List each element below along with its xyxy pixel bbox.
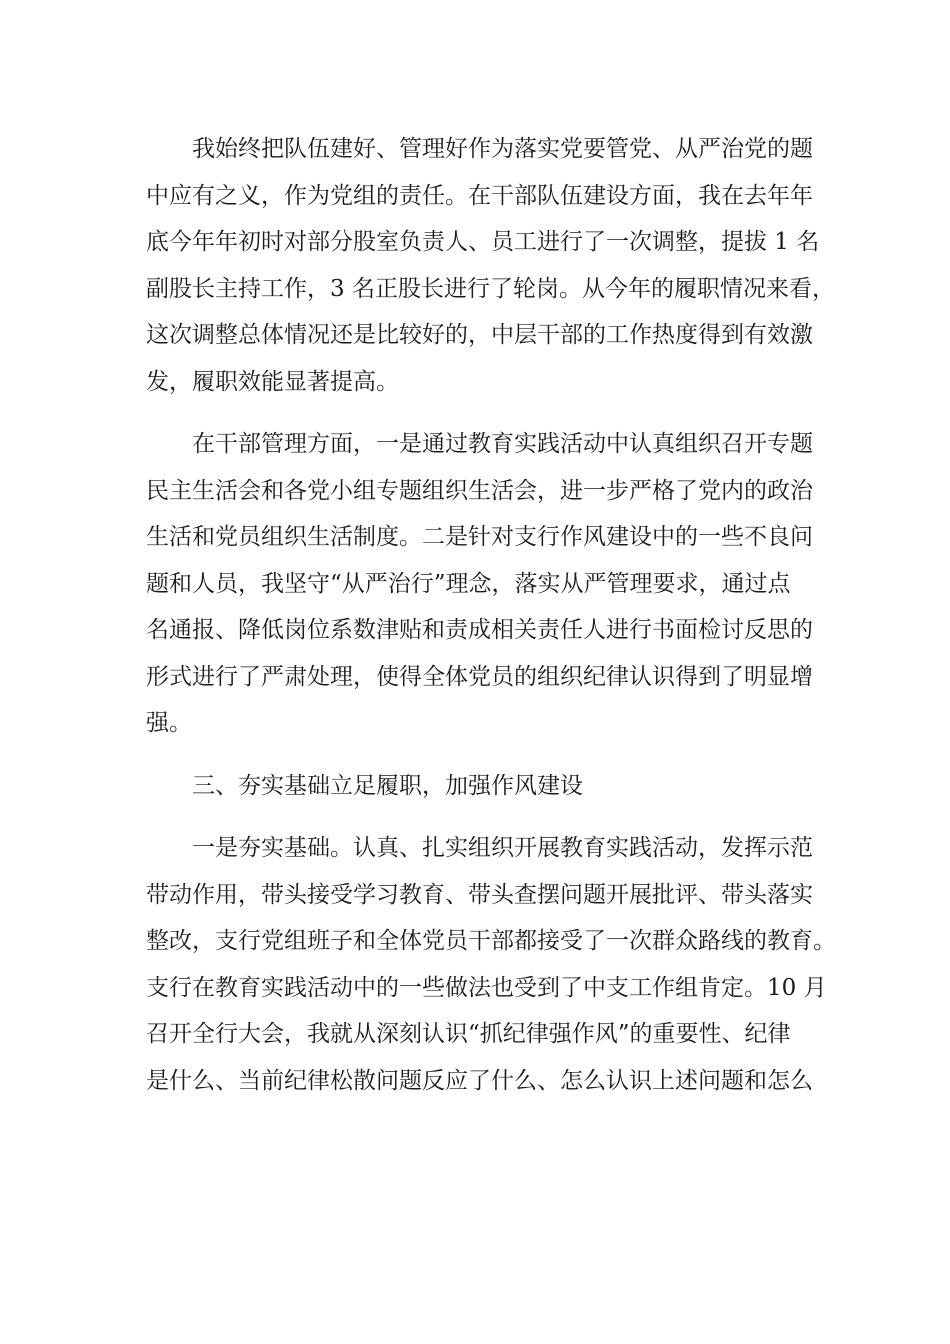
paragraph-foundation (146, 825, 836, 1104)
text-line: 支行在教育实践活动中的一些做法也受到了中支工作组肯定。10 月 (146, 974, 827, 1001)
text-line: 强。 (146, 710, 192, 736)
section-heading (146, 763, 798, 810)
text-line: 题和人员，我坚守“从严治行”理念，落实从严管理要求，通过点 (146, 570, 791, 597)
text-line: 我始终把队伍建好、管理好作为落实党要管党、从严治党的题 (192, 136, 813, 162)
paragraph-spacer (146, 809, 798, 825)
text-line: 副股长主持工作，3 名正股长进行了轮岗。从今年的履职情况来看， (146, 275, 835, 302)
text-line: 整改，支行党组班子和全体党员干部都接受了一次群众路线的教育。 (146, 928, 836, 954)
paragraph-spacer (146, 747, 798, 763)
paragraph-cadre-management (146, 421, 813, 747)
text-line: 是什么、当前纪律松散问题反应了什么、怎么认识上述问题和怎么 (146, 1067, 813, 1094)
text-line: 带动作用，带头接受学习教育、带头查摆问题开展批评、带头落实 (146, 881, 813, 908)
text-line: 一是夯实基础。认真、扎实组织开展教育实践活动，发挥示范 (192, 835, 813, 861)
text-line: 在干部管理方面，一是通过教育实践活动中认真组织召开专题 (192, 431, 813, 457)
text-line: 名通报、降低岗位系数津贴和责成相关责任人进行书面检讨反思的 (146, 617, 813, 643)
text-line: 民主生活会和各党小组专题组织生活会，进一步严格了党内的政治 (146, 477, 813, 504)
text-line: 三、夯实基础立足履职，加强作风建设 (192, 772, 583, 799)
text-line: 中应有之义，作为党组的责任。在干部队伍建设方面，我在去年年 (146, 182, 813, 209)
text-line: 形式进行了严肃处理，使得全体党员的组织纪律认识得到了明显增 (146, 663, 813, 690)
paragraph-spacer (146, 405, 798, 421)
paragraph-team-building (146, 126, 835, 405)
document-body (146, 126, 836, 1104)
text-line: 生活和党员组织生活制度。二是针对支行作风建设中的一些不良问 (146, 524, 813, 550)
text-line: 发，履职效能显著提高。 (146, 368, 399, 395)
text-line: 召开全行大会，我就从深刻认识“抓纪律强作风”的重要性、纪律 (146, 1021, 791, 1047)
text-line: 这次调整总体情况还是比较好的，中层干部的工作热度得到有效激 (146, 322, 813, 348)
text-line: 底今年年初时对部分股室负责人、员工进行了一次调整，提拔 1 名 (146, 229, 820, 255)
